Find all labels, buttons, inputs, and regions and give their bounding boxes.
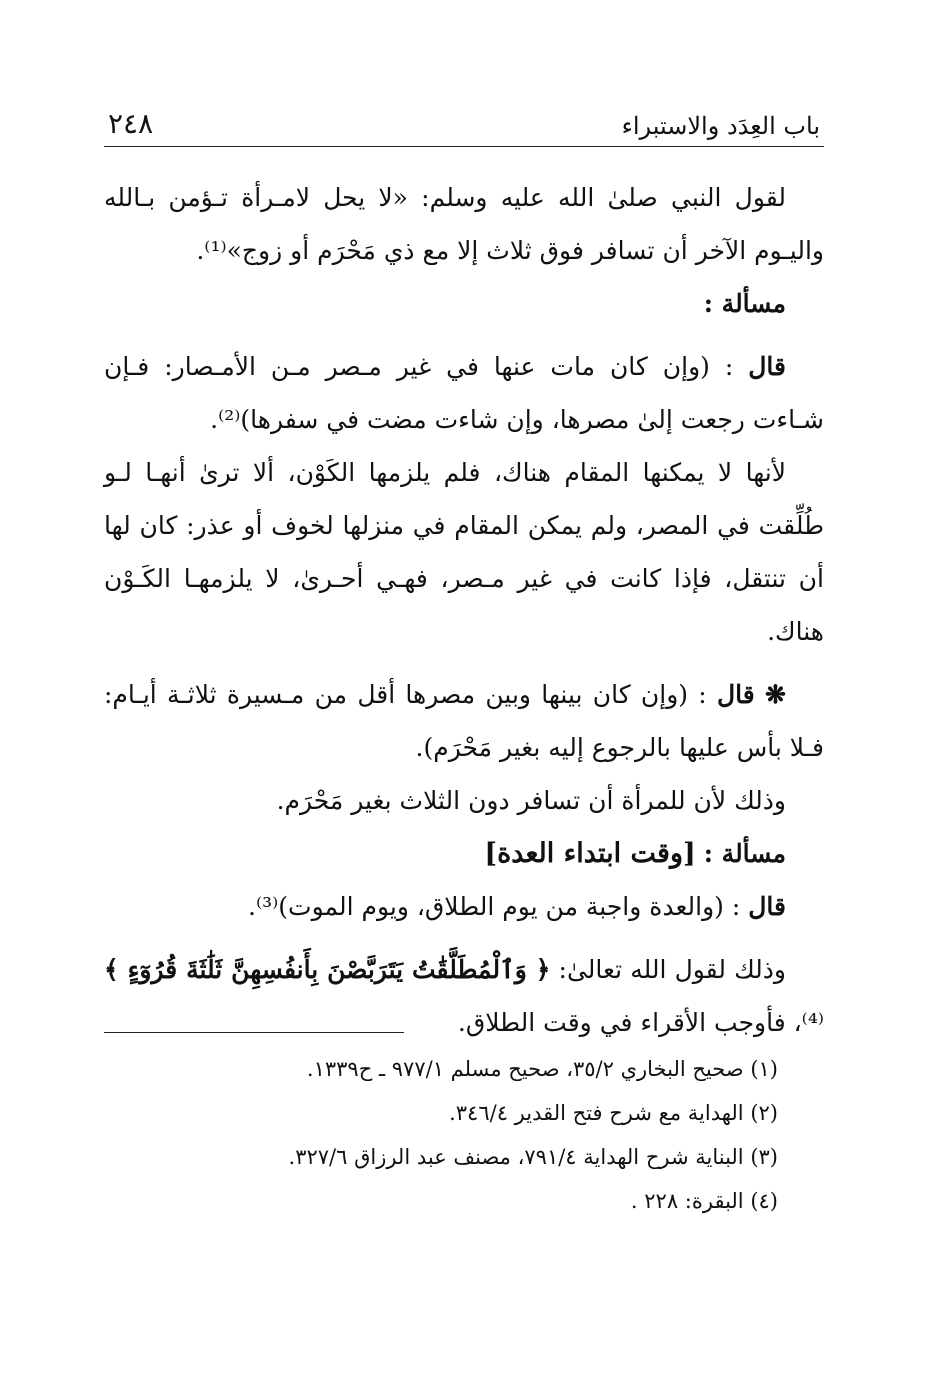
quran-verse: ﴿ وَٱلْمُطَلَّقَٰتُ يَتَرَبَّصْنَ بِأَنفُسِهِنَّ ثَلَٰثَةَ قُرُوٓءٍ ﴾ — [104, 955, 551, 984]
section-heading-masala: مسألة : — [703, 289, 786, 318]
quran-intro: وذلك لقول الله تعالىٰ: — [550, 955, 787, 984]
qala-label: قال — [717, 680, 755, 709]
paragraph-explanation: لأنها لا يمكنها المقام هناك، فلم يلزمها الكَوْن، ألا ترىٰ أنهـا لـو طُلِّقت في المصر، ولم يمكن المقام في منزلها لخوف أو عذر: كان لها أن تنتقل، فإذا كانت في غير مـصر، فهـي أحـرىٰ، لا يلزمهـا الكَـوْن هناك. — [104, 458, 824, 646]
footnotes-section — [104, 1032, 824, 1223]
footnote-2: (٢) الهداية مع شرح فتح القدير ٣٤٦/٤. — [449, 1101, 778, 1125]
paragraph-qala-2 — [104, 668, 824, 774]
qala-label: قال — [748, 892, 786, 921]
footnote-4: (٤) البقرة: ٢٢٨ . — [630, 1189, 778, 1213]
qala-label: قال — [748, 352, 786, 381]
qala-text: : (والعدة واجبة من يوم الطلاق، ويوم الموت)⁽³⁾. — [248, 892, 749, 921]
footnote-3: (٣) البناية شرح الهداية ٧٩١/٤، مصنف عبد الرزاق ٣٢٧/٦. — [288, 1145, 778, 1169]
paragraph-hadith: لقول النبي صلىٰ الله عليه وسلم: «لا يحل لامـرأة تـؤمن بـالله واليـوم الآخر أن تسافر فوق ثلاث إلا مع ذي مَحْرَم أو زوج»⁽¹⁾. — [104, 183, 824, 265]
paragraph-reason: وذلك لأن للمرأة أن تسافر دون الثلاث بغير مَحْرَم. — [276, 786, 786, 815]
footnote-divider — [104, 1032, 404, 1033]
paragraph-qala-3 — [104, 880, 824, 933]
section-heading-idda — [104, 827, 824, 880]
footnote-1: (١) صحيح البخاري ٣٥/٢، صحيح مسلم ٩٧٧/١ ـ ح١٣٣٩. — [306, 1057, 778, 1081]
page-header — [104, 92, 824, 147]
running-title: باب العِدَد والاستبراء — [621, 112, 820, 140]
quran-rest: ⁽⁴⁾، فأوجب الأقراء في وقت الطلاق. — [457, 1008, 824, 1037]
qala-text: : (وإن كان مات عنها في غير مـصر مـن الأمـصار: فـإن شـاءت رجعت إلىٰ مصرها، وإن شاءت مضت في سفرها)⁽²⁾. — [104, 352, 824, 434]
book-page — [104, 92, 824, 1213]
page-number: ٢٤٨ — [108, 107, 154, 140]
qala-text: : (وإن كان بينها وبين مصرها أقل من مـسيرة ثلاثـة أيـام: فـلا بأس عليها بالرجوع إليه بغير مَحْرَم). — [104, 680, 824, 762]
paragraph-qala-1 — [104, 340, 824, 446]
section-title: [وقت ابتداء العدة] — [484, 838, 696, 869]
masala-label: مسألة : — [703, 839, 786, 868]
star-marker: ❋ — [765, 680, 786, 709]
